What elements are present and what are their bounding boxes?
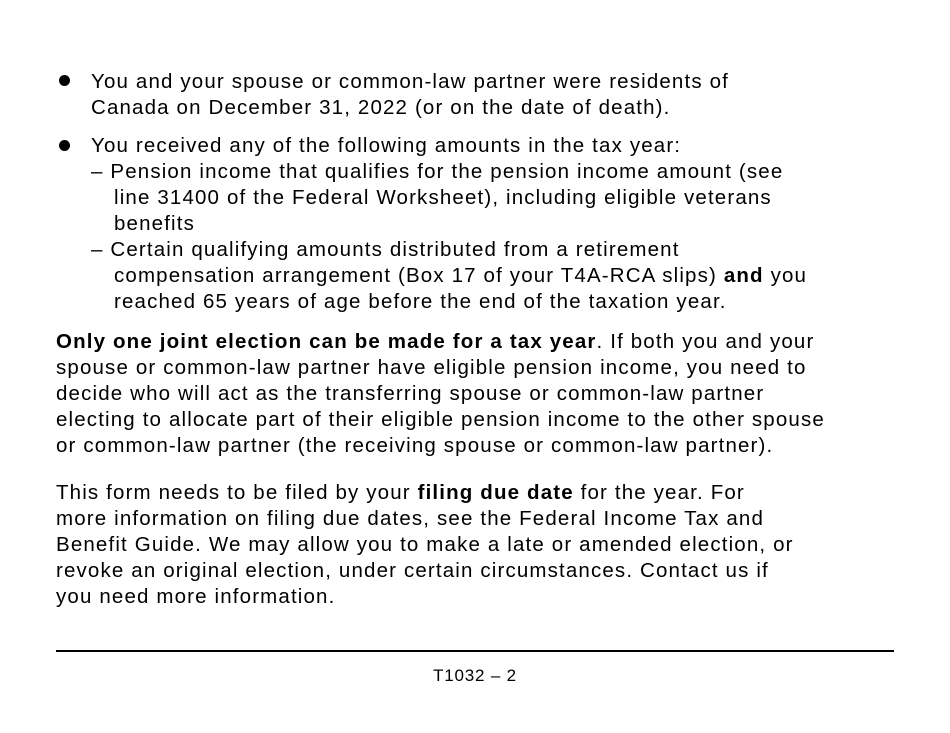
paragraph-1-line-5: or common-law partner (the receiving spouse or common-law partner). (56, 434, 774, 457)
subitem-2-line-2 (114, 264, 807, 288)
subitem-2-line-3: reached 65 years of age before the end of the taxation year. (114, 290, 727, 313)
paragraph-1-line-4: electing to allocate part of their eligible pension income to the other spouse (56, 408, 825, 431)
footer-divider (56, 650, 894, 652)
paragraph-1-line-2: spouse or common-law partner have eligible pension income, you need to (56, 356, 807, 379)
bullet-1-line-1: You and your spouse or common-law partner were residents of (91, 70, 729, 93)
bullet-dot (59, 140, 70, 151)
paragraph-2-line-1-end: for the year. For (573, 481, 745, 504)
bullet-dot (59, 75, 70, 86)
joint-election-emphasis: Only one joint election can be made for a tax year (56, 330, 597, 353)
paragraph-2-line-1 (56, 481, 745, 505)
paragraph-2-line-1-start: This form needs to be filed by your (56, 481, 418, 504)
subitem-1-line-1: – Pension income that qualifies for the pension income amount (see (91, 160, 784, 183)
paragraph-2-line-2: more information on filing due dates, see the Federal Income Tax and (56, 507, 764, 530)
paragraph-2-line-4: revoke an original election, under certain circumstances. Contact us if (56, 559, 769, 582)
paragraph-1-line-3: decide who will act as the transferring spouse or common-law partner (56, 382, 765, 405)
subitem-1-line-3: benefits (114, 212, 195, 235)
subitem-2-line-1: – Certain qualifying amounts distributed from a retirement (91, 238, 680, 261)
paragraph-2-line-5: you need more information. (56, 585, 336, 608)
page-number: T1032 – 2 (433, 666, 517, 685)
bullet-1-line-2: Canada on December 31, 2022 (or on the date of death). (91, 96, 671, 119)
bullet-2-line-1: You received any of the following amounts in the tax year: (91, 134, 682, 157)
paragraph-2-line-3: Benefit Guide. We may allow you to make a late or amended election, or (56, 533, 794, 556)
filing-due-date-emphasis: filing due date (417, 481, 574, 504)
emphasis-and: and (723, 264, 764, 287)
paragraph-1-line-1-rest: . If both you and your (596, 330, 815, 353)
paragraph-1-line-1 (56, 330, 814, 354)
subitem-2-line-2-end: you (763, 264, 808, 287)
subitem-1-line-2: line 31400 of the Federal Worksheet), including eligible veterans (114, 186, 772, 209)
subitem-2-line-2-text: compensation arrangement (Box 17 of your T4A-RCA slips) (114, 264, 724, 287)
